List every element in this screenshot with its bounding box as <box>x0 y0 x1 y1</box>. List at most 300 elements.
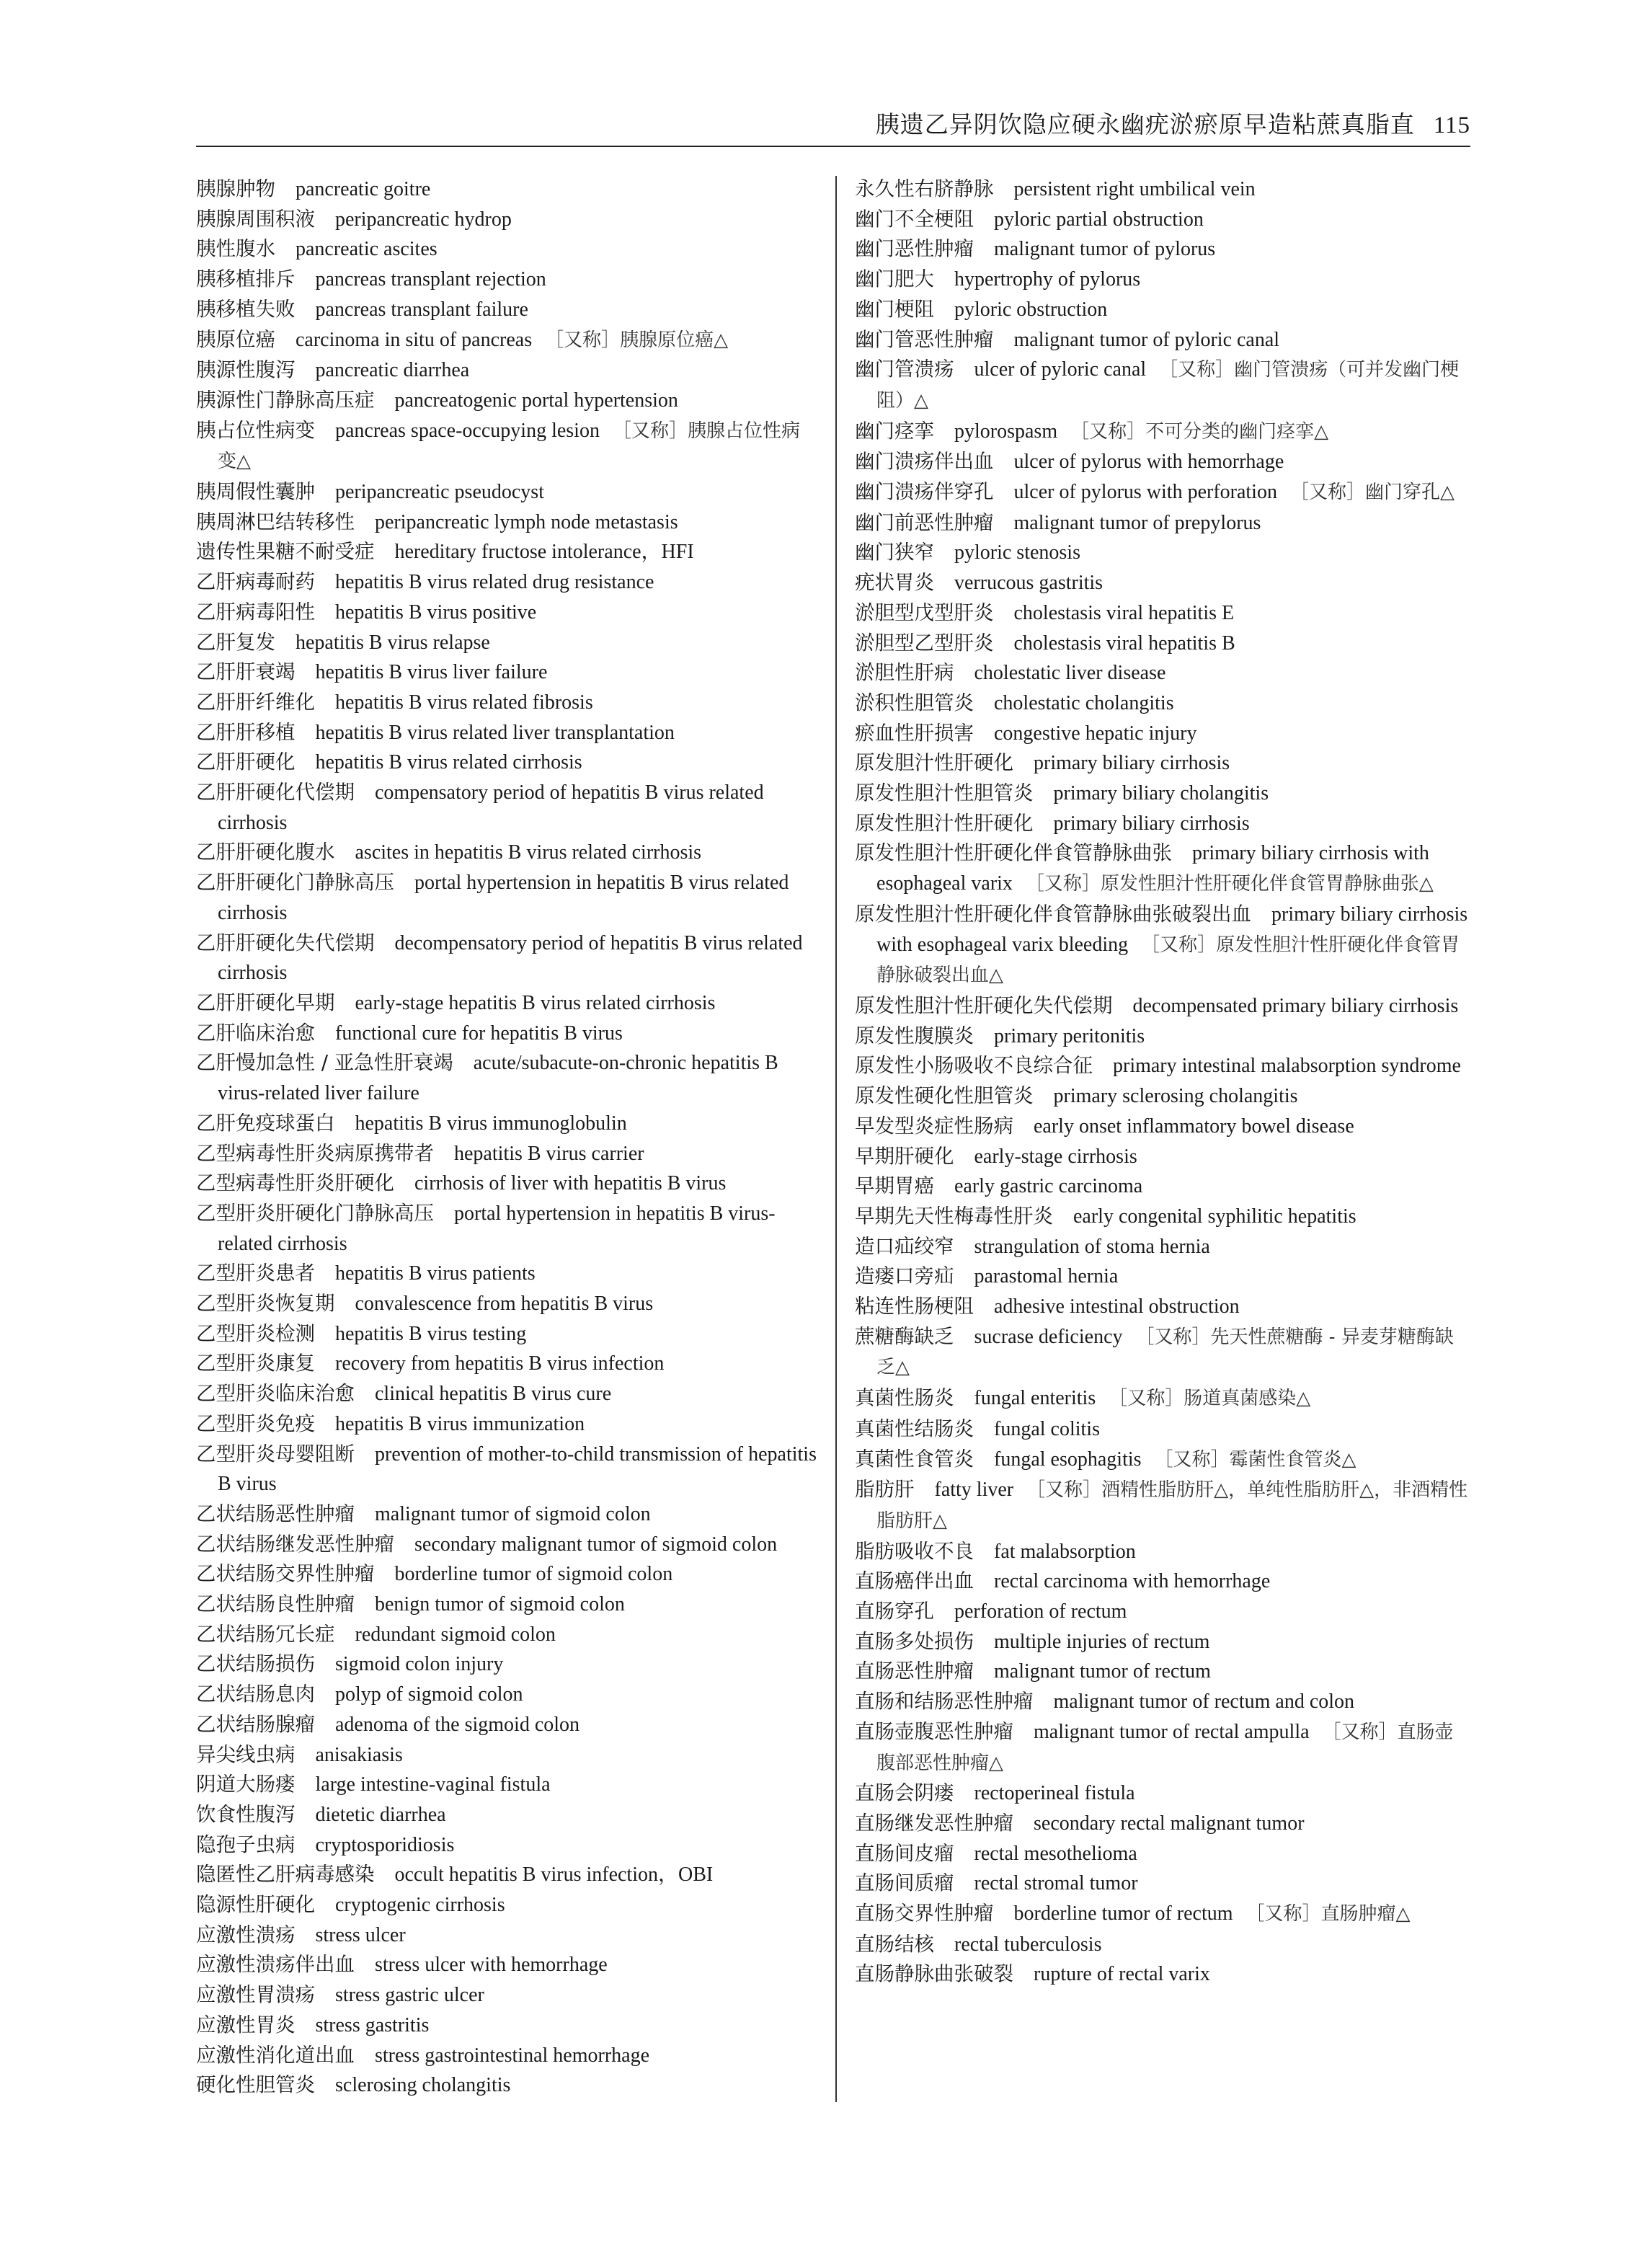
glossary-entry <box>196 778 817 838</box>
entry-english: sucrase deficiency <box>974 1325 1123 1348</box>
entry-english: cirrhosis of liver with hepatitis B virus <box>414 1172 727 1195</box>
glossary-entry <box>855 1657 1470 1687</box>
glossary-entry <box>855 838 1470 899</box>
entry-english: malignant tumor of sigmoid colon <box>375 1502 651 1525</box>
glossary-entry <box>855 355 1470 416</box>
entry-term: 乙肝免疫球蛋白 <box>196 1111 335 1135</box>
entry-term: 淤胆型乙型肝炎 <box>855 631 994 655</box>
glossary-entry <box>196 1740 817 1770</box>
glossary-entry <box>196 657 817 688</box>
entry-term: 隐源性肝硬化 <box>196 1893 315 1917</box>
entry-english: fungal colitis <box>994 1417 1100 1440</box>
entry-term: 乙型肝炎康复 <box>196 1352 315 1375</box>
entry-term: 原发性胆汁性胆管炎 <box>855 781 1034 805</box>
entry-english: rupture of rectal varix <box>1034 1963 1210 1986</box>
entry-term: 胰腺周围积液 <box>196 207 315 231</box>
glossary-entry <box>196 386 817 416</box>
entry-term: 早期胃癌 <box>855 1174 934 1198</box>
entry-term: 应激性溃疡伴出血 <box>196 1953 355 1977</box>
entry-term: 硬化性胆管炎 <box>196 2073 315 2097</box>
entry-synonym-note: ［又称］不可分类的幽门痉挛△ <box>1070 420 1329 443</box>
glossary-entry <box>196 355 817 386</box>
entry-english: hepatitis B virus testing <box>335 1322 527 1345</box>
entry-term: 幽门溃疡伴穿孔 <box>855 480 994 504</box>
glossary-entry <box>196 1890 817 1920</box>
entry-term: 原发性胆汁性肝硬化 <box>855 811 1034 835</box>
running-header <box>196 101 1470 147</box>
entry-english: persistent right umbilical vein <box>1013 178 1256 200</box>
entry-english: stress ulcer <box>315 1923 406 1946</box>
glossary-entry <box>855 1627 1470 1657</box>
entry-term: 隐孢子虫病 <box>196 1832 296 1856</box>
entry-english: pancreatogenic portal hypertension <box>394 389 678 412</box>
entry-english: polyp of sigmoid colon <box>335 1683 523 1706</box>
entry-term: 乙肝肝硬化早期 <box>196 990 335 1014</box>
entry-term: 淤胆型戊型肝炎 <box>855 600 994 624</box>
entry-english: peripancreatic hydrop <box>335 208 512 231</box>
glossary-entry <box>196 838 817 868</box>
glossary-entry <box>196 1980 817 2011</box>
entry-english: primary biliary cirrhosis <box>1053 812 1250 835</box>
entry-term: 淤积性胆管炎 <box>855 691 974 714</box>
entry-term: 直肠静脉曲张破裂 <box>855 1962 1013 1986</box>
entry-term: 直肠穿孔 <box>855 1600 934 1623</box>
entry-synonym-note: ［又称］原发性胆汁性肝硬化伴食管胃静脉破裂出血△ <box>876 934 1460 987</box>
entry-english: cryptogenic cirrhosis <box>335 1894 505 1917</box>
entry-english: ulcer of pyloric canal <box>974 358 1147 381</box>
entry-english: stress ulcer with hemorrhage <box>375 1954 608 1977</box>
entry-english: fatty liver <box>934 1479 1014 1502</box>
entry-english: early-stage cirrhosis <box>974 1145 1137 1168</box>
entry-term: 胰源性门静脉高压症 <box>196 388 375 412</box>
entry-term: 幽门不全梗阻 <box>855 207 974 231</box>
entry-term: 胰原位癌 <box>196 327 275 351</box>
glossary-entry <box>855 1322 1470 1383</box>
entry-english: occult hepatitis B virus infection，OBI <box>394 1863 714 1887</box>
glossary-entry <box>855 658 1470 688</box>
glossary-entry <box>855 1021 1470 1052</box>
glossary-entry <box>855 1475 1470 1536</box>
glossary-entry <box>196 1319 817 1349</box>
entry-term: 早发型炎症性肠病 <box>855 1114 1013 1138</box>
entry-english: verrucous gastritis <box>954 572 1103 595</box>
glossary-entry <box>196 2011 817 2041</box>
entry-english: hepatitis B virus patients <box>335 1262 536 1285</box>
entry-english: malignant tumor of rectal ampulla <box>1034 1720 1310 1743</box>
glossary-entry <box>855 1566 1470 1597</box>
glossary-entry <box>196 1440 817 1499</box>
entry-term: 真菌性结肠炎 <box>855 1417 974 1440</box>
entry-synonym-note: ［又称］直肠肿瘤△ <box>1245 1903 1411 1925</box>
glossary-entry <box>855 900 1470 991</box>
glossary-entry <box>196 537 817 567</box>
entry-english: ulcer of pylorus with hemorrhage <box>1013 451 1284 474</box>
entry-term: 隐匿性乙肝病毒感染 <box>196 1863 375 1887</box>
glossary-entry <box>855 1537 1470 1567</box>
entry-synonym-note: ［又称］胰腺原位癌△ <box>545 329 729 351</box>
entry-term: 幽门痉挛 <box>855 419 934 443</box>
entry-term: 幽门管恶性肿瘤 <box>855 327 994 351</box>
glossary-entry <box>196 295 817 325</box>
entry-term: 乙状结肠继发恶性肿瘤 <box>196 1532 394 1556</box>
glossary-entry <box>196 174 817 205</box>
entry-term: 原发性胆汁性肝硬化伴食管静脉曲张破裂出血 <box>855 902 1251 926</box>
entry-english: acute/subacute-on-chronic hepatitis B virus-related liver failure <box>218 1052 778 1105</box>
entry-english: pyloric obstruction <box>954 298 1108 321</box>
entry-term: 遗传性果糖不耐受症 <box>196 540 375 564</box>
entry-term: 异尖线虫病 <box>196 1742 296 1766</box>
entry-term: 应激性胃溃疡 <box>196 1983 315 2007</box>
glossary-entry <box>855 1232 1470 1262</box>
entry-term: 直肠继发恶性肿瘤 <box>855 1811 1013 1835</box>
entry-term: 乙状结肠交界性肿瘤 <box>196 1562 375 1586</box>
entry-english: hepatitis B virus immunoglobulin <box>355 1112 627 1135</box>
glossary-entry <box>855 265 1470 295</box>
glossary-entry <box>855 1869 1470 1899</box>
entry-synonym-note: ［又称］霉菌性食管炎△ <box>1154 1448 1356 1471</box>
entry-term: 乙状结肠恶性肿瘤 <box>196 1502 355 1525</box>
entry-term: 幽门管溃疡 <box>855 358 954 381</box>
entry-term: 直肠癌伴出血 <box>855 1569 974 1593</box>
entry-term: 原发性小肠吸收不良综合征 <box>855 1054 1093 1078</box>
entry-term: 乙肝肝硬化门静脉高压 <box>196 871 394 895</box>
glossary-entry <box>196 1830 817 1861</box>
entry-term: 直肠交界性肿瘤 <box>855 1902 994 1925</box>
entry-term: 粘连性肠梗阻 <box>855 1295 974 1318</box>
entry-english: primary sclerosing cholangitis <box>1053 1085 1298 1108</box>
glossary-entry <box>196 868 817 928</box>
entry-term: 胰占位性病变 <box>196 418 315 442</box>
entry-term: 造口疝绞窄 <box>855 1234 954 1258</box>
glossary-entry <box>196 1620 817 1650</box>
entry-term: 应激性胃炎 <box>196 2013 296 2036</box>
entry-synonym-note: ［又称］幽门管溃疡（可并发幽门梗阻）△ <box>876 359 1460 412</box>
entry-term: 原发胆汁性肝硬化 <box>855 751 1013 775</box>
entry-term: 饮食性腹泻 <box>196 1802 296 1826</box>
glossary-entry <box>196 1349 817 1379</box>
glossary-entry <box>855 809 1470 839</box>
entry-term: 早期先天性梅毒性肝炎 <box>855 1204 1053 1228</box>
entry-term: 乙状结肠息肉 <box>196 1683 315 1706</box>
entry-term: 乙肝病毒耐药 <box>196 570 315 594</box>
glossary-entry <box>196 688 817 718</box>
glossary-entry <box>196 1590 817 1620</box>
entry-term: 胰性腹水 <box>196 237 275 261</box>
entry-term: 幽门肥大 <box>855 267 934 291</box>
entry-english: hypertrophy of pylorus <box>954 268 1141 291</box>
glossary-entry <box>196 265 817 295</box>
entry-english: strangulation of stoma hernia <box>974 1235 1210 1258</box>
glossary-entry <box>196 1289 817 1319</box>
glossary-entry <box>196 1019 817 1049</box>
entry-english: borderline tumor of sigmoid colon <box>394 1563 673 1586</box>
entry-english: stress gastritis <box>315 2013 430 2036</box>
right-column <box>855 174 1470 1990</box>
entry-term: 乙型肝炎临床治愈 <box>196 1382 355 1406</box>
entry-english: early-stage hepatitis B virus related cirrhosis <box>355 991 716 1014</box>
glossary-entry <box>855 1809 1470 1839</box>
entry-english: pyloric stenosis <box>954 541 1080 564</box>
glossary-entry <box>196 416 817 477</box>
entry-term: 胰源性腹泻 <box>196 358 296 382</box>
entry-english: benign tumor of sigmoid colon <box>375 1593 625 1616</box>
entry-english: adenoma of the sigmoid colon <box>335 1713 580 1736</box>
entry-english: primary biliary cirrhosis with esophageal varix <box>876 842 1429 895</box>
entry-term: 乙型肝炎恢复期 <box>196 1292 335 1316</box>
glossary-entry <box>196 1710 817 1740</box>
glossary-entry <box>855 295 1470 325</box>
glossary-entry <box>196 2041 817 2071</box>
entry-term: 蔗糖酶缺乏 <box>855 1324 954 1348</box>
glossary-entry <box>855 719 1470 749</box>
glossary-entry <box>855 1899 1470 1930</box>
entry-term: 乙肝肝硬化腹水 <box>196 841 335 864</box>
entry-term: 乙肝肝衰竭 <box>196 660 296 684</box>
entry-english: fungal esophagitis <box>994 1448 1142 1471</box>
glossary-entry <box>196 988 817 1019</box>
glossary-entry <box>855 748 1470 779</box>
entry-term: 胰移植失败 <box>196 297 296 321</box>
entry-term: 造瘘口旁疝 <box>855 1264 954 1288</box>
glossary-entry <box>196 718 817 748</box>
entry-synonym-note: ［又称］胰腺占位性病变△ <box>218 420 800 473</box>
entry-english: primary biliary cirrhosis <box>1034 752 1230 775</box>
glossary-entry <box>196 2070 817 2101</box>
entry-english: hepatitis B virus related fibrosis <box>335 691 593 714</box>
glossary-entry <box>196 1680 817 1710</box>
entry-term: 阴道大肠瘘 <box>196 1773 296 1796</box>
entry-english: malignant tumor of rectum and colon <box>1053 1690 1355 1714</box>
entry-term: 幽门狭窄 <box>855 541 934 564</box>
entry-term: 胰腺肿物 <box>196 177 275 200</box>
entry-english: primary biliary cholangitis <box>1053 782 1269 805</box>
entry-term: 淤胆性肝病 <box>855 661 954 685</box>
glossary-entry <box>855 1445 1470 1476</box>
glossary-entry <box>855 1414 1470 1445</box>
entry-english: cholestasis viral hepatitis B <box>1013 631 1235 655</box>
entry-english: multiple injuries of rectum <box>994 1630 1210 1653</box>
entry-english: functional cure for hepatitis B virus <box>335 1021 623 1045</box>
glossary-entry <box>196 1199 817 1259</box>
entry-term: 永久性右脐静脉 <box>855 177 994 200</box>
entry-english: ulcer of pylorus with perforation <box>1013 481 1277 504</box>
entry-term: 乙肝临床治愈 <box>196 1021 315 1045</box>
entry-english: parastomal hernia <box>974 1265 1119 1288</box>
header-text <box>876 106 1470 140</box>
entry-english: large intestine-vaginal fistula <box>315 1773 551 1796</box>
entry-english: hepatitis B virus liver failure <box>315 661 548 684</box>
entry-english: anisakiasis <box>315 1743 403 1766</box>
entry-term: 乙状结肠良性肿瘤 <box>196 1592 355 1616</box>
entry-english: clinical hepatitis B virus cure <box>375 1383 612 1406</box>
entry-term: 乙型病毒性肝炎肝硬化 <box>196 1171 394 1195</box>
entry-english: malignant tumor of pylorus <box>994 238 1216 261</box>
entry-english: early gastric carcinoma <box>954 1175 1143 1198</box>
glossary-entry <box>196 507 817 538</box>
entry-english: sigmoid colon injury <box>335 1653 504 1676</box>
entry-english: stress gastric ulcer <box>335 1984 484 2007</box>
entry-term: 乙肝肝硬化代偿期 <box>196 781 355 805</box>
entry-term: 直肠间皮瘤 <box>855 1841 954 1865</box>
glossary-entry <box>855 1778 1470 1809</box>
entry-english: cryptosporidiosis <box>315 1833 455 1856</box>
entry-english: malignant tumor of pyloric canal <box>1013 328 1280 351</box>
glossary-entry <box>196 628 817 658</box>
entry-term: 乙肝肝硬化 <box>196 750 296 774</box>
glossary-entry <box>855 205 1470 235</box>
entry-term: 原发性硬化性胆管炎 <box>855 1084 1034 1108</box>
entry-english: secondary rectal malignant tumor <box>1034 1812 1305 1835</box>
entry-english: fat malabsorption <box>994 1540 1136 1563</box>
entry-term: 乙肝慢加急性 / 亚急性肝衰竭 <box>196 1051 453 1075</box>
glossary-entry <box>196 1800 817 1830</box>
glossary-entry <box>855 1959 1470 1990</box>
entry-english: perforation of rectum <box>954 1600 1127 1623</box>
entry-term: 疣状胃炎 <box>855 571 934 595</box>
left-column <box>196 174 817 2101</box>
entry-term: 乙肝病毒阳性 <box>196 600 315 624</box>
glossary-entry <box>855 508 1470 538</box>
entry-english: pancreas transplant rejection <box>315 268 546 291</box>
glossary-entry <box>855 779 1470 809</box>
entry-english: borderline tumor of rectum <box>1013 1902 1233 1925</box>
entry-term: 直肠间质瘤 <box>855 1871 954 1895</box>
glossary-entry <box>855 1383 1470 1414</box>
entry-synonym-note: ［又称］肠道真菌感染△ <box>1109 1388 1311 1410</box>
entry-english: hepatitis B virus related cirrhosis <box>315 751 582 774</box>
entry-synonym-note: ［又称］先天性蔗糖酶 - 异麦芽糖酶缺乏△ <box>876 1326 1454 1379</box>
entry-english: carcinoma in situ of pancreas <box>296 328 533 351</box>
glossary-entry <box>196 1379 817 1409</box>
entry-term: 直肠和结肠恶性肿瘤 <box>855 1690 1034 1714</box>
entry-english: sclerosing cholangitis <box>335 2074 511 2097</box>
entry-term: 胰移植排斥 <box>196 267 296 291</box>
entry-term: 乙型肝炎母婴阻断 <box>196 1442 355 1466</box>
entry-synonym-note: ［又称］幽门穿孔△ <box>1289 482 1455 504</box>
glossary-entry <box>196 205 817 235</box>
glossary-entry <box>855 991 1470 1021</box>
entry-english: dietetic diarrhea <box>315 1803 446 1826</box>
entry-term: 乙状结肠损伤 <box>196 1652 315 1676</box>
entry-english: cholestatic cholangitis <box>994 691 1174 714</box>
glossary-entry <box>196 1048 817 1108</box>
glossary-entry <box>855 447 1470 477</box>
entry-english: portal hypertension in hepatitis B virus-related cirrhosis <box>218 1202 776 1255</box>
glossary-entry <box>196 1409 817 1440</box>
entry-english: pancreas space-occupying lesion <box>335 419 600 442</box>
glossary-entry <box>855 234 1470 265</box>
glossary-entry <box>196 1499 817 1530</box>
glossary-entry <box>196 1770 817 1800</box>
entry-term: 脂肪肝 <box>855 1478 915 1502</box>
entry-term: 瘀血性肝损害 <box>855 721 974 745</box>
entry-english: pylorospasm <box>954 420 1058 443</box>
entry-term: 原发性胆汁性肝硬化失代偿期 <box>855 993 1113 1017</box>
entry-english: rectal mesothelioma <box>974 1842 1137 1865</box>
entry-english: fungal enteritis <box>974 1387 1096 1410</box>
entry-term: 直肠恶性肿瘤 <box>855 1659 974 1683</box>
entry-term: 乙型肝炎肝硬化门静脉高压 <box>196 1201 434 1225</box>
glossary-entry <box>196 1950 817 1980</box>
entry-synonym-note: ［又称］原发性胆汁性肝硬化伴食管胃静脉曲张△ <box>1025 873 1434 895</box>
entry-english: adhesive intestinal obstruction <box>994 1295 1240 1318</box>
glossary-entry <box>196 1530 817 1560</box>
entry-synonym-note: ［又称］酒精性脂肪肝△，单纯性脂肪肝△，非酒精性脂肪肝△ <box>876 1479 1468 1532</box>
glossary-entry <box>855 417 1470 448</box>
page-number: 115 <box>1433 112 1470 138</box>
glossary-entry <box>855 1717 1470 1778</box>
entry-english: congestive hepatic injury <box>994 722 1197 745</box>
entry-term: 幽门恶性肿瘤 <box>855 237 974 261</box>
glossary-entry <box>855 568 1470 598</box>
entry-term: 幽门梗阻 <box>855 297 934 321</box>
entry-english: pancreatic ascites <box>296 238 438 261</box>
entry-english: redundant sigmoid colon <box>355 1623 556 1646</box>
entry-english: pyloric partial obstruction <box>994 208 1204 231</box>
glossary-entry <box>855 538 1470 568</box>
entry-term: 直肠结核 <box>855 1932 934 1956</box>
entry-english: hepatitis B virus immunization <box>335 1412 585 1435</box>
entry-term: 胰周淋巴结转移性 <box>196 510 355 533</box>
entry-english: early onset inflammatory bowel disease <box>1034 1114 1354 1138</box>
entry-english: ascites in hepatitis B virus related cirrhosis <box>355 841 702 864</box>
entry-english: primary peritonitis <box>994 1024 1145 1047</box>
entry-english: cholestasis viral hepatitis E <box>1013 601 1235 624</box>
entry-english: prevention of mother-to-child transmission of hepatitis B virus <box>218 1442 817 1496</box>
glossary-entry <box>196 1920 817 1951</box>
entry-english: peripancreatic lymph node metastasis <box>375 510 678 533</box>
entry-term: 乙状结肠冗长症 <box>196 1622 335 1646</box>
entry-english: rectal tuberculosis <box>954 1933 1102 1956</box>
glossary-entry <box>196 234 817 265</box>
glossary-entry <box>855 1142 1470 1172</box>
glossary-entry <box>855 1597 1470 1627</box>
entry-term: 真菌性食管炎 <box>855 1447 974 1471</box>
entry-term: 乙型病毒性肝炎病原携带者 <box>196 1141 434 1165</box>
glossary-entry <box>855 1930 1470 1960</box>
entry-term: 应激性消化道出血 <box>196 2043 355 2067</box>
entry-english: rectal carcinoma with hemorrhage <box>994 1570 1271 1593</box>
entry-english: decompensatory period of hepatitis B virus related cirrhosis <box>218 931 803 985</box>
glossary-entry <box>196 567 817 598</box>
glossary-entry <box>855 598 1470 629</box>
entry-term: 直肠会阴瘘 <box>855 1781 954 1805</box>
entry-term: 直肠多处损伤 <box>855 1629 974 1653</box>
glossary-entry <box>855 1262 1470 1292</box>
glossary-entry <box>855 1687 1470 1717</box>
header-title: 胰遗乙异阴饮隐应硬永幽疣淤瘀原早造粘蔗真脂直 <box>875 110 1415 138</box>
entry-english: hepatitis B virus carrier <box>454 1142 644 1165</box>
entry-term: 乙型肝炎检测 <box>196 1321 315 1345</box>
entry-english: hepatitis B virus positive <box>335 600 537 624</box>
entry-english: primary intestinal malabsorption syndrome <box>1113 1055 1461 1078</box>
entry-english: pancreatic goitre <box>296 178 431 200</box>
entry-term: 幽门前恶性肿瘤 <box>855 510 994 534</box>
glossary-entry <box>855 1202 1470 1232</box>
entry-english: early congenital syphilitic hepatitis <box>1073 1205 1356 1228</box>
entry-term: 乙肝肝纤维化 <box>196 690 315 714</box>
entry-english: pancreas transplant failure <box>315 298 528 321</box>
entry-english: decompensated primary biliary cirrhosis <box>1132 994 1459 1017</box>
entry-term: 胰周假性囊肿 <box>196 480 315 504</box>
glossary-entry <box>196 1649 817 1680</box>
entry-term: 乙状结肠腺瘤 <box>196 1712 315 1736</box>
glossary-entry <box>196 1559 817 1590</box>
glossary-entry <box>196 748 817 778</box>
entry-term: 真菌性肠炎 <box>855 1386 954 1410</box>
glossary-entry <box>855 629 1470 659</box>
entry-english: rectoperineal fistula <box>974 1782 1135 1805</box>
